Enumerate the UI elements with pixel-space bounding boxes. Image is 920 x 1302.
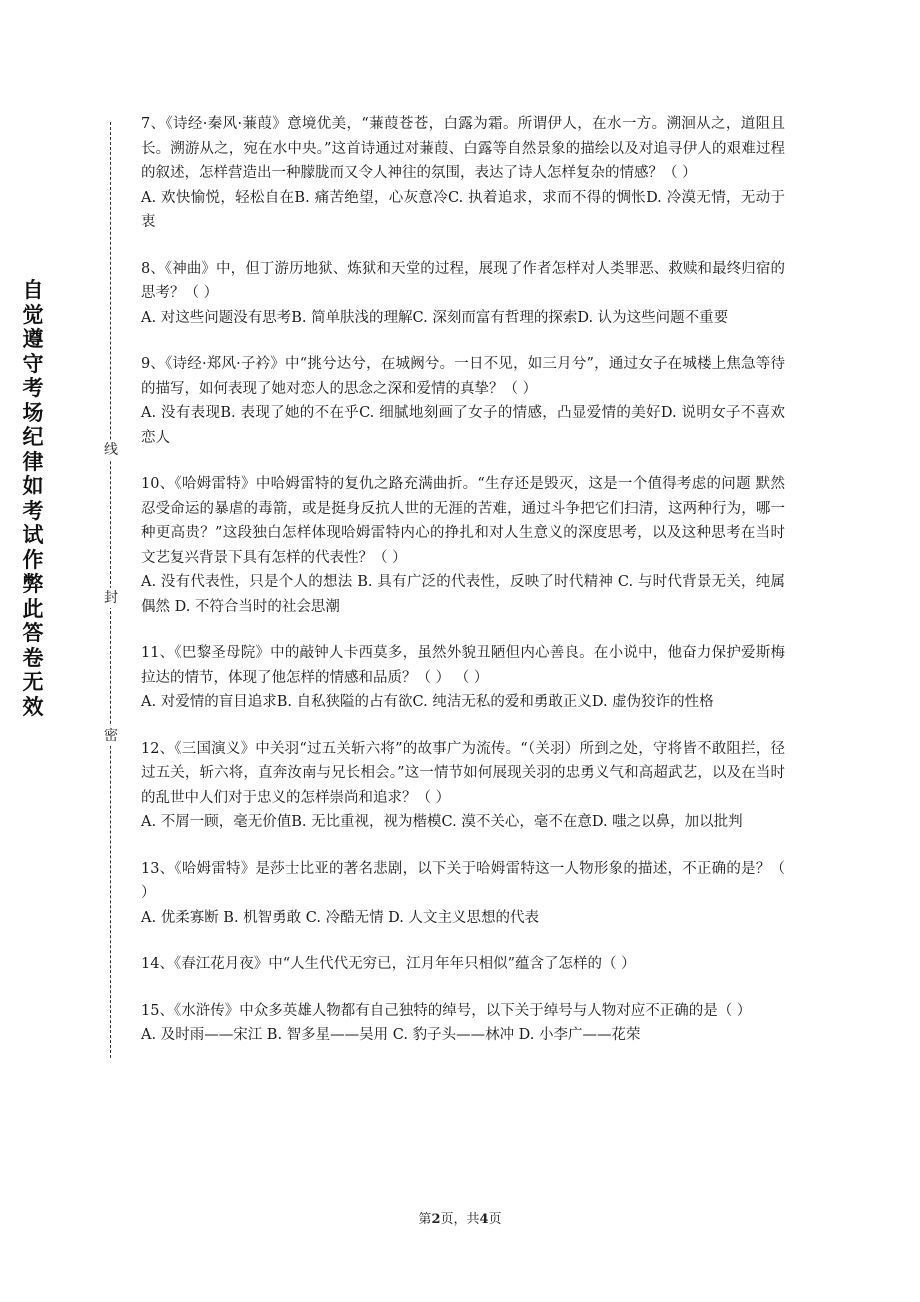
question-options: A. 对爱情的盲目追求B. 自私狭隘的占有欲C. 纯洁无私的爱和勇敢正义D. 虚伪狡诈的性格 (141, 694, 714, 710)
question-11 (141, 641, 785, 715)
footer-middle: 页，共 (440, 1212, 480, 1227)
question-7 (141, 112, 785, 235)
question-text: 10、《哈姆雷特》中哈姆雷特的复仇之路充满曲折。“生存还是毁灭，这是一个值得考虑的问题 默然忍受命运的暴虐的毒箭，或是挺身反抗人世的无涯的苦难，通过斗争把它们扫清，这两种行为，哪一种更高贵？”这段独白怎样体现哈姆雷特内心的挣扎和对人生意义的深度思考，以及这种思考在当时文艺复兴背景下具有怎样的代表性？（ ） (141, 476, 785, 566)
question-options: A. 优柔寡断 B. 机智勇敢 C. 冷酷无情 D. 人文主义思想的代表 (141, 909, 540, 926)
current-page-number: 2 (431, 1212, 441, 1227)
exam-discipline-notice: 自觉遵守考场纪律如考试作弊此答卷无效 (22, 278, 44, 719)
question-options: A. 对这些问题没有思考B. 简单肤浅的理解C. 深刻而富有哲理的探索D. 认为这些问题不重要 (141, 309, 729, 326)
question-text: 12、《三国演义》中关羽“过五关斩六将”的故事广为流传。“（关羽）所到之处，守将皆不敢阻拦，径过五关，斩六将，直奔汝南与兄长相会。”这一情节如何展现关羽的忠勇义气和高超武艺，以及在当时的乱世中人们对于忠义的怎样崇尚和追求？（ ） (141, 740, 785, 806)
question-14 (141, 952, 785, 977)
question-text: 11、《巴黎圣母院》中的敲钟人卡西莫多，虽然外貌丑陋但内心善良。在小说中，他奋力保护爱斯梅拉达的情节，体现了他怎样的情感和品质？（ ） （ ） (141, 645, 785, 686)
total-page-number: 4 (479, 1212, 489, 1227)
question-12 (141, 737, 785, 835)
question-options: A. 不屑一顾，毫无价值B. 无比重视，视为楷模C. 漠不关心，毫不在意D. 嗤之以鼻，加以批判 (141, 814, 743, 830)
page-footer (0, 1208, 920, 1227)
question-15 (141, 999, 785, 1048)
footer-prefix: 第 (418, 1212, 432, 1227)
question-options: A. 没有代表性，只是个人的想法 B. 具有广泛的代表性，反映了时代精神 C. 与时代背景无关，纯属偶然 D. 不符合当时的社会思潮 (141, 574, 785, 615)
question-10 (141, 472, 785, 619)
question-text: 15、《水浒传》中众多英雄人物都有自己独特的绰号，以下关于绰号与人物对应不正确的是（ ） (141, 1002, 752, 1019)
question-text: 7、《诗经·秦风·蒹葭》意境优美，“蒹葭苍苍，白露为霜。所谓伊人，在水一方。溯洄从之，道阻且长。溯游从之，宛在水中央。”这首诗通过对蒹葭、白露等自然景象的描绘以及对追寻伊人的艰难过程的叙述，怎样营造出一种朦胧而又令人神往的氛围，表达了诗人怎样复杂的情感？（ ） (141, 116, 785, 181)
question-text: 9、《诗经·郑风·子衿》中“挑兮达兮，在城阙兮。一日不见，如三月兮”，通过女子在城楼上焦急等待的描写，如何表现了她对恋人的思念之深和爱情的真挚？（ ） (141, 356, 785, 397)
question-text: 13、《哈姆雷特》是莎士比亚的著名悲剧，以下关于哈姆雷特这一人物形象的描述，不正确的是？（ ） (141, 860, 785, 901)
binding-mark-secret: 密 (101, 726, 121, 746)
question-options: A. 欢快愉悦，轻松自在B. 痛苦绝望，心灰意冷C. 执着追求，求而不得的惆怅D. 冷漠无情，无动于衷 (141, 189, 785, 230)
question-text: 14、《春江花月夜》中“人生代代无穷已，江月年年只相似”蕴含了怎样的（ ） (141, 956, 636, 972)
binding-mark-line: 线 (101, 440, 121, 460)
question-13 (141, 857, 785, 931)
question-text: 8、《神曲》中，但丁游历地狱、炼狱和天堂的过程，展现了作者怎样对人类罪恶、救赎和最终归宿的思考？（ ） (141, 260, 785, 301)
question-options: A. 及时雨——宋江 B. 智多星——吴用 C. 豹子头——林冲 D. 小李广——花荣 (141, 1027, 641, 1043)
question-list (141, 112, 785, 1070)
binding-mark-seal: 封 (101, 588, 121, 608)
question-9 (141, 352, 785, 450)
question-8 (141, 257, 785, 331)
question-options: A. 没有表现B. 表现了她的不在乎C. 细腻地刻画了女子的情感，凸显爱情的美好D. 说明女子不喜欢恋人 (141, 405, 785, 446)
footer-suffix: 页 (488, 1212, 502, 1227)
